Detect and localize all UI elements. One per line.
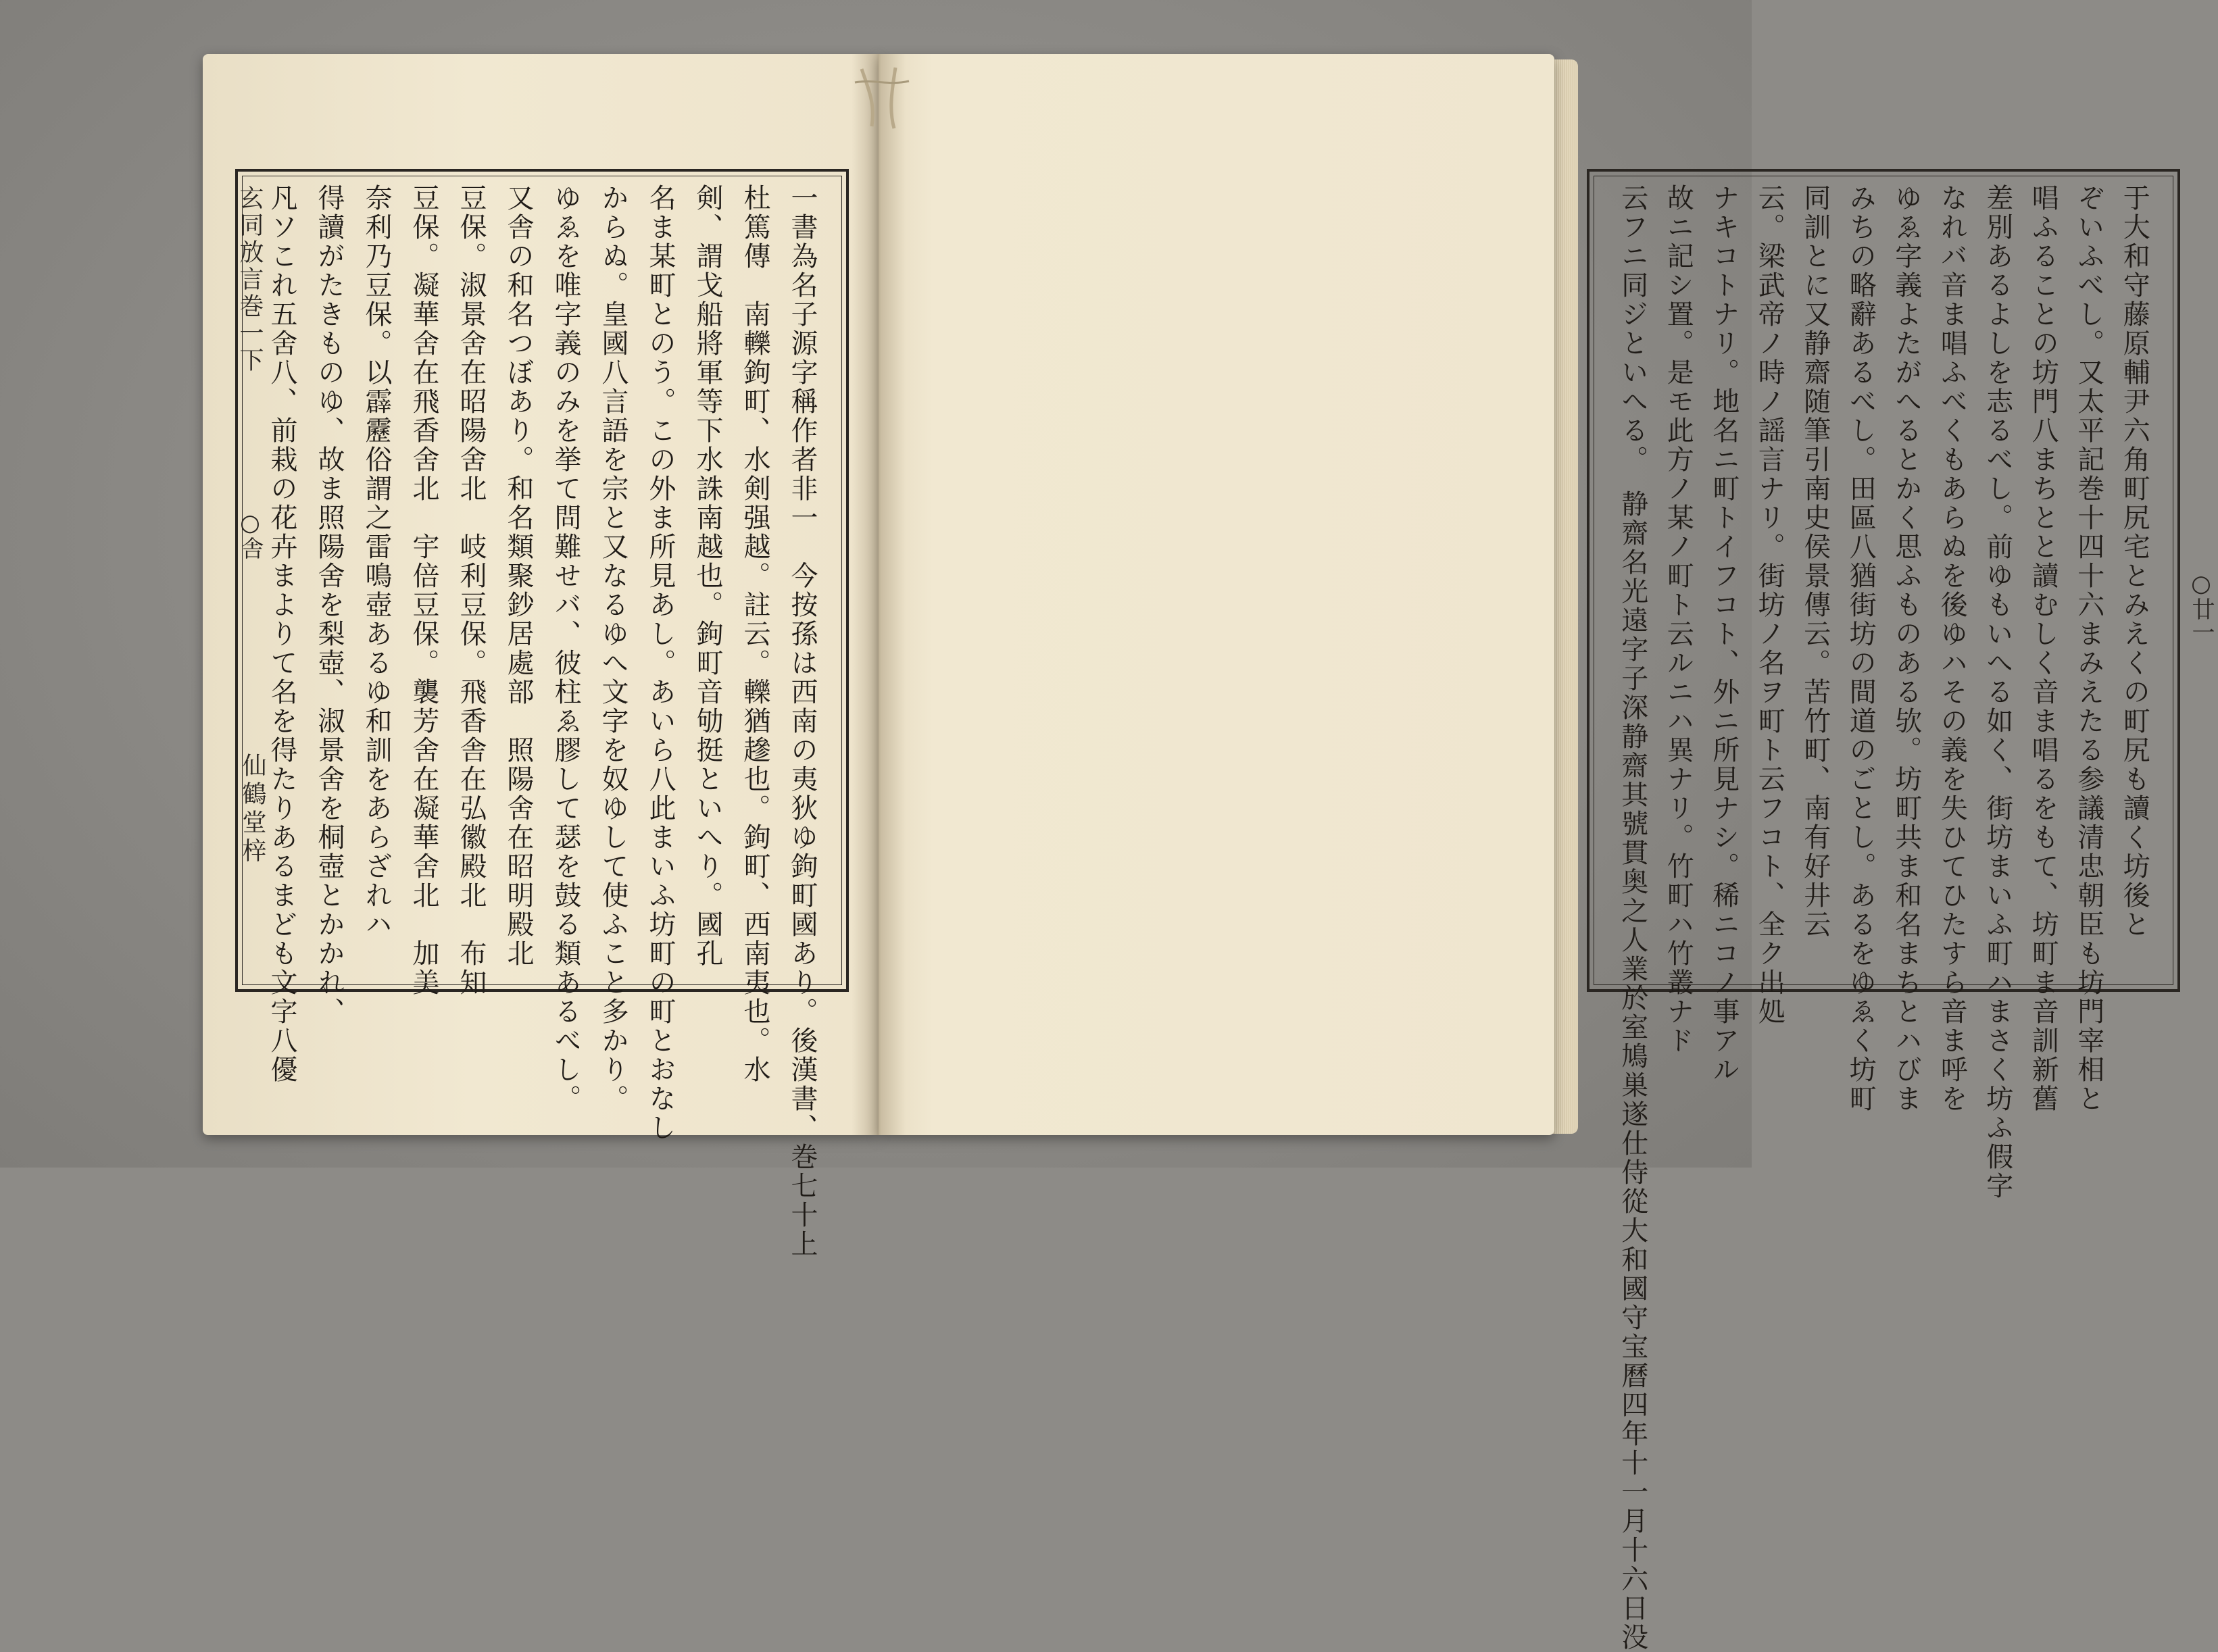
text-column: 差別あるよしを志るべし。前ゆもいへる如く、街坊まいふ町ハまさく坊ふ假字 (1981, 184, 2013, 1201)
text-column: ゆゑを唯字義のみを挙て問難せバ、彼柱ゑ膠して瑟を鼓る類あるべし。 (550, 184, 581, 1113)
text-column: からぬ。皇國八言語を宗と又なるゆへ文字を奴ゆして使ふこと多かり。 (597, 184, 629, 1113)
text-column: 同訓とに又静齋随筆引南史侯景傳云。苦竹町、南有好井云 (1799, 184, 1831, 939)
text-column: ナキコトナリ。地名ニ町トイフコト、外ニ所見ナシ。稀ニコノ事アル (1708, 184, 1740, 1084)
text-column: 豆保。凝華舍在飛香舍北 宇倍豆保。襲芳舍在凝華舍北 加美 (408, 184, 439, 997)
text-column: 唱ふることの坊門八まちとと讀むしく音ま唱るをもて、坊町ま音訓新舊 (2027, 184, 2059, 1113)
text-column: ゆゑ字義よたがへるとかく思ふものある欤。坊町共ま和名まちとハびま (1890, 184, 1922, 1113)
open-book (203, 54, 2215, 1652)
text-column: 凡ソこれ五舍八、前栽の花卉まよりて名を得たりあるまども文字八優 (266, 184, 297, 1084)
running-title: 玄同放言巻一下 (236, 185, 264, 374)
text-column: みちの略辭あるべし。田區八猶街坊の間道のごとし。あるをゆゑく坊町 (1845, 184, 1877, 1113)
left-page (203, 54, 879, 1259)
text-column: 杜篤傳 南轢鉤町、水剣强越。註云。轢猶䟃也。鉤町、西南夷也。水 (739, 184, 770, 1084)
page-edges (1551, 59, 1578, 1134)
right-text-frame (1587, 169, 2215, 1652)
book-gutter (852, 54, 906, 1135)
text-column: 一書為名子源字稱作者非一 今按孫は西南の夷狄ゆ鉤町國あり。後漢書、巻七十上 (787, 184, 818, 1259)
left-text-frame (235, 169, 849, 1259)
text-column: 又舎の和名つぼあり。和名類聚鈔居處部 照陽舍在昭明殿北 (503, 184, 534, 968)
publisher-mark: 仙鶴堂梓 (239, 753, 266, 866)
text-column: 故ニ記シ置。是モ此方ノ某ノ町ト云ルニハ異ナリ。竹町ハ竹叢ナド (1662, 184, 1694, 1055)
page-number: ○廿一 (2188, 570, 2215, 643)
section-head: ○舎 (237, 509, 264, 559)
text-column: 奈利乃豆保。以霹靂俗謂之雷鳴壺あるゆ和訓をあらざれハ (361, 184, 392, 939)
text-column: 得讀がたきものゆ、故ま照陽舍を梨壺、淑景舍を桐壺とかかれ、 (314, 184, 345, 1026)
text-column: 于大和守藤原輔尹六角町尻宅とみえくの町尻も讀く坊後と (2119, 184, 2150, 939)
binding-thread (841, 62, 922, 130)
text-column: 名ま某町とのう。この外ま所見あし。あいら八此まいふ坊町の町とおなし (645, 184, 676, 1143)
text-column: なれバ音ま唱ふべくもあらぬを後ゆハその義を失ひてひたすら音ま呼を (1936, 184, 1968, 1113)
text-column: ぞいふべし。又太平記巻十四十六まみえたる参議清忠朝臣も坊門宰相と (2073, 184, 2104, 1113)
text-column: 云。梁武帝ノ時ノ謡言ナリ。街坊ノ名ヲ町ト云フコト、全ク出処 (1754, 184, 1785, 1026)
text-column: 豆保。淑景舍在昭陽舍北 岐利豆保。飛香舎在弘徽殿北 布知 (455, 184, 487, 997)
text-column: 剣、謂戈船將軍等下水誅南越也。鉤町音劬挺といへり。國孔 (692, 184, 723, 968)
right-page (879, 54, 2215, 1652)
text-column: 云フニ同ジといへる。 静齋名光遠字子深静齋其號貫奥之人業於室鳩巣遂仕侍從大和國守宝曆四年十一月十六日没 (1617, 184, 1648, 1652)
